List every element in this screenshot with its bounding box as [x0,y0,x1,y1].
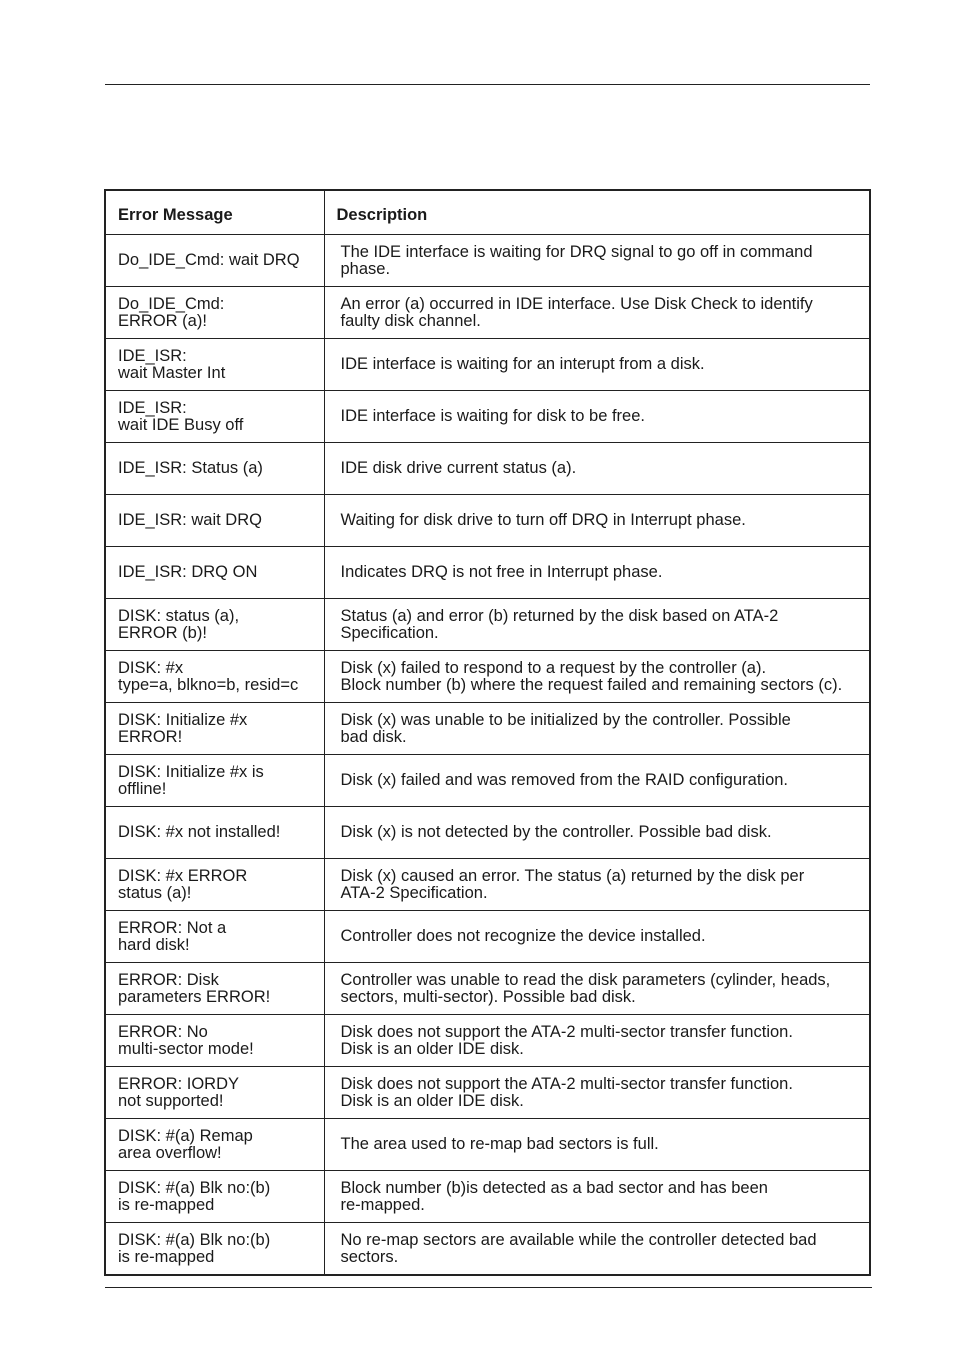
table-row [105,339,870,391]
table-row [105,703,870,755]
table-row [105,1223,870,1276]
error-message-cell: ERROR: IORDY not supported! [105,1067,324,1119]
description-cell: No re-map sectors are available while the controller detected bad sectors. [324,1223,870,1276]
table-row [105,599,870,651]
table-row [105,755,870,807]
table-row [105,287,870,339]
error-message-cell: DISK: #(a) Remap area overflow! [105,1119,324,1171]
column-header-error-message: Error Message [105,190,324,235]
table-row [105,443,870,495]
error-message-cell: DISK: #(a) Blk no:(b) is re-mapped [105,1171,324,1223]
description-cell: Block number (b)is detected as a bad sector and has been re-mapped. [324,1171,870,1223]
error-message-cell: IDE_ISR: DRQ ON [105,547,324,599]
table-row [105,235,870,287]
table-row [105,1119,870,1171]
error-message-cell: IDE_ISR: wait DRQ [105,495,324,547]
footer-rule [105,1287,872,1288]
description-cell: Disk (x) is not detected by the controller. Possible bad disk. [324,807,870,859]
error-message-cell: ERROR: No multi-sector mode! [105,1015,324,1067]
description-cell: IDE interface is waiting for disk to be free. [324,391,870,443]
description-cell: Disk (x) was unable to be initialized by the controller. Possible bad disk. [324,703,870,755]
description-cell: Controller was unable to read the disk parameters (cylinder, heads, sectors, multi-sector). Possible bad disk. [324,963,870,1015]
error-message-cell: DISK: Initialize #x ERROR! [105,703,324,755]
table-row [105,1171,870,1223]
description-cell: The area used to re-map bad sectors is full. [324,1119,870,1171]
error-message-cell: ERROR: Disk parameters ERROR! [105,963,324,1015]
error-message-cell: ERROR: Not a hard disk! [105,911,324,963]
description-cell: Indicates DRQ is not free in Interrupt phase. [324,547,870,599]
description-cell: IDE interface is waiting for an interupt from a disk. [324,339,870,391]
table-row [105,651,870,703]
table-row [105,495,870,547]
error-message-cell: DISK: #(a) Blk no:(b) is re-mapped [105,1223,324,1276]
table-row [105,1015,870,1067]
error-message-cell: DISK: #x not installed! [105,807,324,859]
description-cell: An error (a) occurred in IDE interface. Use Disk Check to identify faulty disk channel. [324,287,870,339]
column-header-description: Description [324,190,870,235]
description-cell: Controller does not recognize the device installed. [324,911,870,963]
table-header-row [105,190,870,235]
table-row [105,1067,870,1119]
description-cell: Disk does not support the ATA-2 multi-sector transfer function. Disk is an older IDE disk. [324,1015,870,1067]
table-row [105,911,870,963]
description-cell: IDE disk drive current status (a). [324,443,870,495]
description-cell: Waiting for disk drive to turn off DRQ in Interrupt phase. [324,495,870,547]
error-message-cell: DISK: Initialize #x is offline! [105,755,324,807]
description-cell: Disk does not support the ATA-2 multi-sector transfer function. Disk is an older IDE disk. [324,1067,870,1119]
table-row [105,859,870,911]
error-message-cell: DISK: #x type=a, blkno=b, resid=c [105,651,324,703]
error-message-cell: DISK: #x ERROR status (a)! [105,859,324,911]
error-message-table [104,189,871,1276]
table-row [105,963,870,1015]
table-row [105,807,870,859]
description-cell: The IDE interface is waiting for DRQ signal to go off in command phase. [324,235,870,287]
description-cell: Status (a) and error (b) returned by the disk based on ATA-2 Specification. [324,599,870,651]
table-row [105,391,870,443]
table-row [105,547,870,599]
description-cell: Disk (x) caused an error. The status (a) returned by the disk per ATA-2 Specification. [324,859,870,911]
description-cell: Disk (x) failed and was removed from the RAID configuration. [324,755,870,807]
error-message-cell: Do_IDE_Cmd: ERROR (a)! [105,287,324,339]
header-rule [105,84,870,85]
error-message-cell: IDE_ISR: Status (a) [105,443,324,495]
error-message-cell: Do_IDE_Cmd: wait DRQ [105,235,324,287]
error-message-cell: IDE_ISR: wait Master Int [105,339,324,391]
error-message-cell: DISK: status (a), ERROR (b)! [105,599,324,651]
description-cell: Disk (x) failed to respond to a request by the controller (a). Block number (b) where the request failed and remaining sectors (c). [324,651,870,703]
error-message-cell: IDE_ISR: wait IDE Busy off [105,391,324,443]
